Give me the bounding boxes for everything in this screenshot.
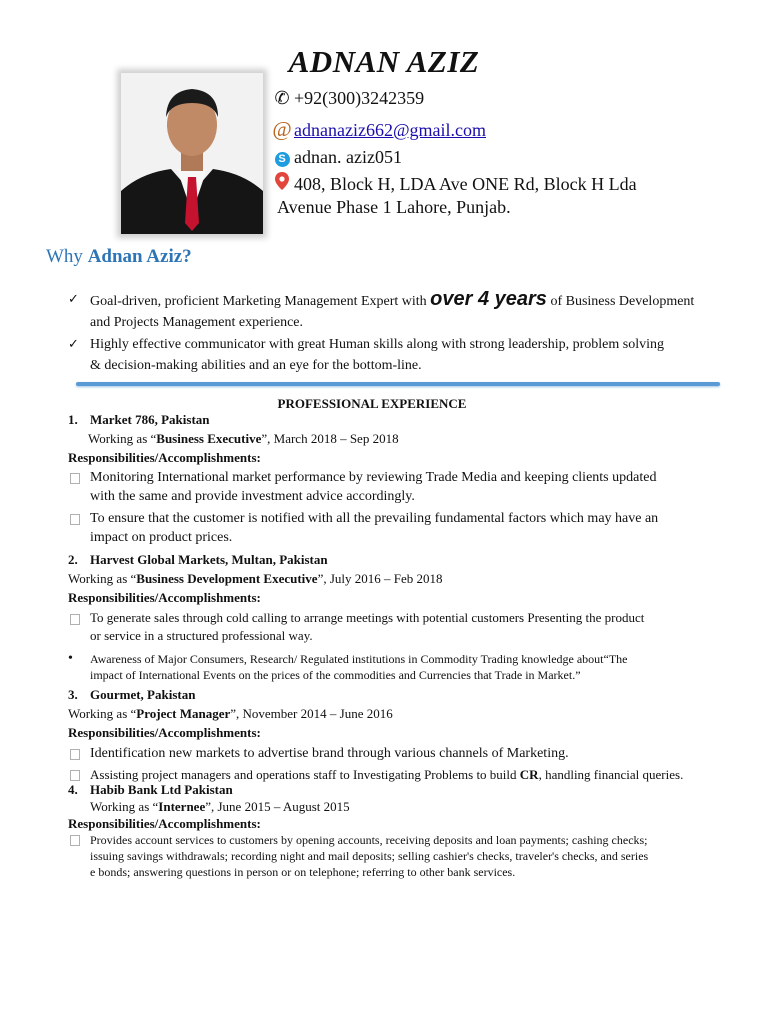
job-role-line: Working as “Internee”, June 2015 – August 2015 [90, 799, 350, 814]
candidate-name: ADNAN AZIZ [288, 44, 480, 79]
list-item: Identification new markets to advertise brand through various channels of Marketing. [68, 744, 728, 763]
bullet-box-icon [70, 835, 80, 846]
person-portrait-image [121, 73, 263, 234]
bullet-box-icon [70, 614, 80, 625]
bullet-box-icon [70, 473, 80, 484]
at-sign-icon: @ [272, 117, 292, 141]
address-line-2: Avenue Phase 1 Lahore, Punjab. [277, 197, 511, 217]
list-item: Assisting project managers and operations staff to Investigating Problems to build CR, handling financial queries. [68, 765, 728, 784]
summary-list [68, 289, 728, 377]
checkmark-icon: ✓ [68, 292, 79, 307]
email-row [272, 117, 486, 142]
skype-icon: S [275, 152, 290, 167]
skype-row [272, 147, 402, 168]
responsibilities-label: Responsibilities/Accomplishments: [68, 816, 261, 831]
profile-photo [121, 73, 263, 234]
summary-item: ✓ Goal-driven, proficient Marketing Management Expert with over 4 years of Business Development and Projects Management experience. [68, 288, 695, 330]
job-title: 3. Gourmet, Pakistan [68, 687, 196, 702]
section-divider [76, 382, 720, 386]
bullet-box-icon [70, 770, 80, 781]
location-pin-icon [272, 172, 292, 195]
bullet-dot-icon: • [68, 651, 73, 666]
list-item: To generate sales through cold calling to arrange meetings with potential customers Presenting the product or service in a structured professional way. [68, 609, 728, 645]
responsibilities-label: Responsibilities/Accomplishments: [68, 450, 261, 465]
list-item: To ensure that the customer is notified with all the prevailing fundamental factors which may have an impact on product prices. [68, 509, 728, 547]
summary-item: ✓ Highly effective communicator with great Human skills along with strong leadership, problem solving & decision-making abilities and an eye for the bottom-line. [68, 334, 728, 376]
job-title: 2. Harvest Global Markets, Multan, Pakistan [68, 552, 328, 567]
phone-icon: ✆ [274, 88, 290, 108]
responsibilities-label: Responsibilities/Accomplishments: [68, 590, 261, 605]
job-title: 4. Habib Bank Ltd Pakistan [68, 782, 233, 797]
job-role-line: Working as “Project Manager”, November 2014 – June 2016 [68, 706, 393, 721]
skype-handle: adnan. aziz051 [294, 147, 402, 167]
phone-number: +92(300)3242359 [294, 88, 425, 108]
section-title: PROFESSIONAL EXPERIENCE [277, 396, 467, 411]
address-line-1: 408, Block H, LDA Ave ONE Rd, Block H Lda [294, 174, 637, 194]
job-title: 1. Market 786, Pakistan [68, 412, 210, 427]
list-item: • Awareness of Major Consumers, Research/ Regulated institutions in Commodity Trading knowledge about“The impact of International Events on the prices of the commodities and Currencies that Trade in Market.” [68, 651, 628, 682]
phone-row [272, 88, 424, 109]
years-highlight: over 4 years [430, 288, 547, 310]
list-item: Provides account services to customers by opening accounts, receiving deposits and loan payments; cashing checks; issuing savings withdrawals; recording night and mail deposits; selling cashier's checks, traveler's checks, and series e bonds; answering questions in person or on telephone; referring to other bank services. [68, 832, 728, 880]
bullet-box-icon [70, 514, 80, 525]
email-link[interactable]: adnanaziz662@gmail.com [294, 120, 487, 140]
checkmark-icon: ✓ [68, 337, 79, 352]
bullet-box-icon [70, 749, 80, 760]
address-row [272, 172, 637, 195]
why-heading: Why Adnan Aziz? [46, 246, 192, 267]
responsibilities-label: Responsibilities/Accomplishments: [68, 725, 261, 740]
list-item: Monitoring International market performance by reviewing Trade Media and keeping clients updated with the same and provide investment advice accordingly. [68, 468, 728, 506]
job-role-line: Working as “Business Development Executive”, July 2016 – Feb 2018 [68, 571, 443, 586]
job-role-line: Working as “Business Executive”, March 2018 – Sep 2018 [88, 431, 399, 446]
